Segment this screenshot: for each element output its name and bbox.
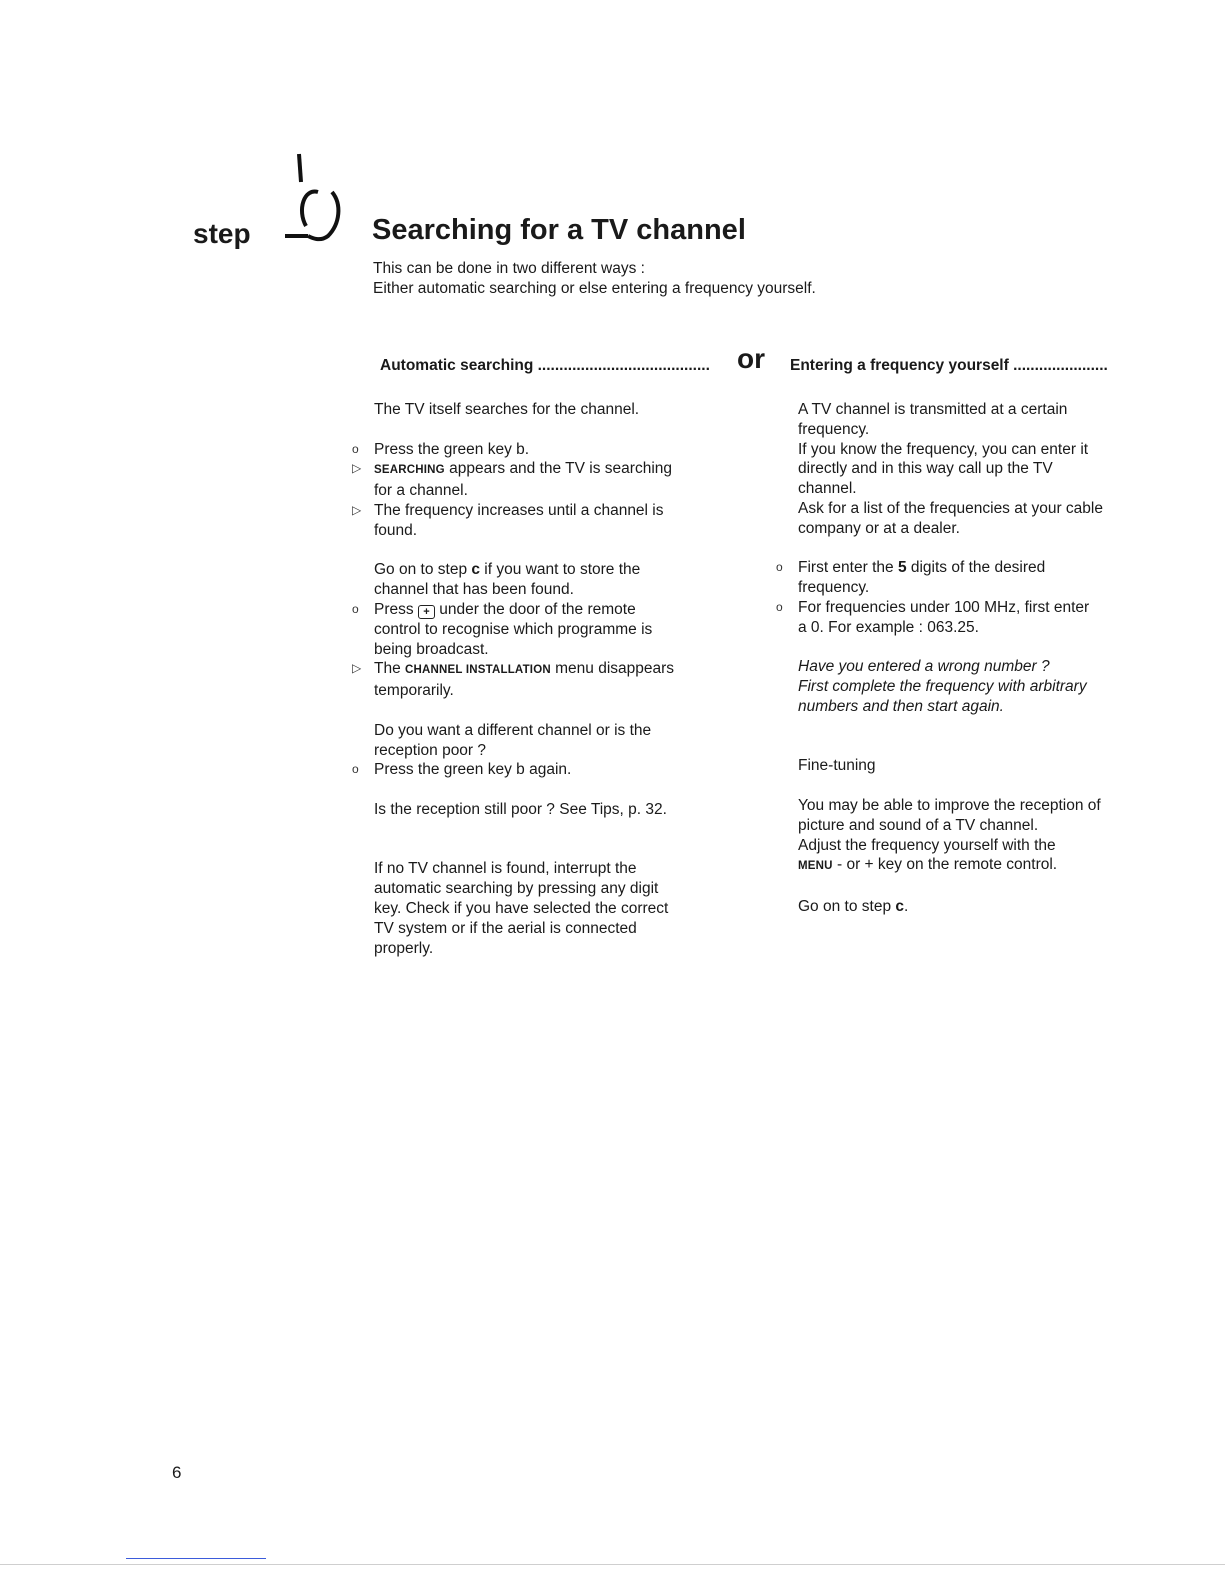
page-number: 6: [172, 1463, 182, 1482]
intro-line: This can be done in two different ways :: [373, 260, 645, 277]
instruction: being broadcast.: [374, 640, 489, 658]
searching-menu-label: SEARCHING: [374, 464, 445, 477]
manual-frequency-column: [776, 400, 1160, 917]
bullet-marker: o: [352, 762, 359, 777]
result-line: The frequency increases until a channel is: [374, 501, 664, 519]
paragraph: reception poor ?: [374, 741, 487, 759]
paragraph: Adjust the frequency yourself with the: [798, 836, 1056, 854]
automatic-searching-column: [352, 400, 734, 958]
paragraph: channel that has been found.: [374, 581, 574, 599]
instruction: Press + under the door of the remote: [374, 600, 636, 618]
paragraph: channel.: [798, 480, 857, 498]
paragraph: frequency.: [798, 420, 870, 438]
paragraph: Is the reception still poor ? See Tips, p. 32.: [374, 800, 667, 818]
paragraph: automatic searching by pressing any digit: [374, 880, 659, 898]
automatic-searching-heading: Automatic searching ........................................: [380, 357, 710, 374]
plus-key-icon: +: [418, 605, 435, 619]
fine-tuning-heading: Fine-tuning: [798, 757, 876, 775]
paragraph: Go on to step c.: [798, 897, 909, 915]
channel-installation-menu-label: CHANNEL INSTALLATION: [405, 664, 551, 677]
result-arrow-icon: ▷: [352, 661, 362, 676]
bullet-marker: o: [352, 441, 359, 456]
paragraph: A TV channel is transmitted at a certain: [798, 401, 1068, 418]
paragraph: MENU - or + key on the remote control.: [798, 856, 1058, 874]
intro-line: Either automatic searching or else entering a frequency yourself.: [373, 280, 816, 297]
page-bottom-rule: [0, 1564, 1225, 1565]
bottom-link-underline: [126, 1558, 266, 1559]
paragraph: The TV itself searches for the channel.: [374, 401, 640, 418]
step-label: step: [193, 218, 251, 249]
result-line: SEARCHING appears and the TV is searching: [374, 460, 672, 478]
instruction: Press the green key b.: [374, 440, 530, 458]
bullet-marker: o: [776, 599, 783, 614]
paragraph: properly.: [374, 939, 434, 957]
bullet-marker: o: [776, 560, 783, 575]
tip-text: numbers and then start again.: [798, 697, 1004, 715]
instruction: For frequencies under 100 MHz, first enter: [798, 598, 1090, 616]
paragraph: If no TV channel is found, interrupt the: [374, 860, 637, 878]
paragraph: company or at a dealer.: [798, 519, 960, 537]
step-number-glyph: [282, 152, 352, 242]
bullet-marker: o: [352, 601, 359, 616]
instruction: Press the green key b again.: [374, 761, 572, 779]
result-line: for a channel.: [374, 482, 468, 500]
menu-key-label: MENU: [798, 860, 833, 873]
instruction: frequency.: [798, 579, 870, 597]
tip-text: First complete the frequency with arbitrary: [798, 678, 1087, 696]
instruction: a 0. For example : 063.25.: [798, 618, 979, 636]
result-line: found.: [374, 521, 418, 539]
paragraph: directly and in this way call up the TV: [798, 460, 1053, 478]
or-separator: or: [737, 343, 765, 374]
instruction: control to recognise which programme is: [374, 620, 653, 638]
page-title: Searching for a TV channel: [372, 214, 746, 246]
paragraph: key. Check if you have selected the correct: [374, 899, 669, 917]
paragraph: If you know the frequency, you can enter it: [798, 440, 1089, 458]
tip-text: Have you entered a wrong number ?: [798, 658, 1050, 676]
paragraph: Ask for a list of the frequencies at your cable: [798, 499, 1103, 517]
result-line: temporarily.: [374, 682, 454, 700]
result-arrow-icon: ▷: [352, 502, 362, 517]
paragraph: Do you want a different channel or is the: [374, 721, 652, 739]
paragraph: Go on to step c if you want to store the: [374, 561, 641, 579]
paragraph: You may be able to improve the reception of: [798, 796, 1101, 814]
manual-frequency-heading: Entering a frequency yourself ......................: [790, 357, 1108, 374]
paragraph: TV system or if the aerial is connected: [374, 919, 637, 937]
intro-text: [373, 259, 816, 299]
result-line: The CHANNEL INSTALLATION menu disappears: [374, 660, 675, 678]
instruction: First enter the 5 digits of the desired: [798, 559, 1046, 577]
result-arrow-icon: ▷: [352, 461, 362, 476]
paragraph: picture and sound of a TV channel.: [798, 816, 1039, 834]
